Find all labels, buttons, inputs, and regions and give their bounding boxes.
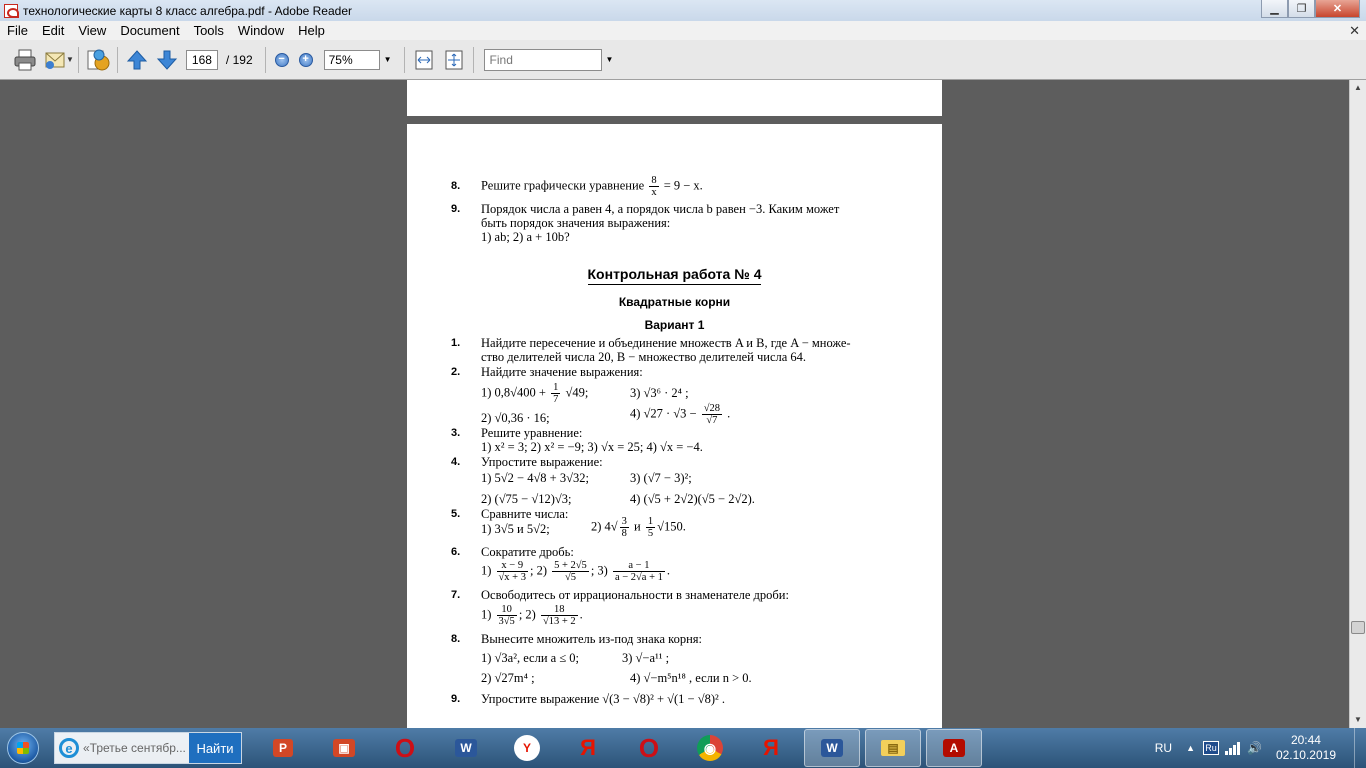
page-title: Контрольная работа № 4 [407,266,942,282]
window-title: технологические карты 8 класс алгебра.pdf - Adobe Reader [23,3,352,18]
taskbar-explorer[interactable] [865,729,921,767]
task-4-item-1: 1) 5√2 − 4√8 + 3√32; [481,471,589,485]
zoom-in-button[interactable] [294,45,318,75]
arrow-down-icon [156,49,178,71]
ie-search-bar[interactable] [54,732,242,764]
menu-help[interactable]: Help [298,23,325,38]
close-document-button[interactable]: ✕ [1349,23,1360,38]
page-subtitle: Квадратные корни [618,295,731,309]
ie-search-button[interactable]: Найти [189,733,241,763]
next-page-button[interactable] [152,45,182,75]
variant-heading: Вариант 1 [644,318,705,332]
opera-icon: O [638,732,660,763]
menu-edit[interactable]: Edit [41,23,65,38]
envelope-icon [43,49,67,71]
menu-tools[interactable]: Tools [193,23,224,38]
internet-explorer-icon: e [59,738,79,758]
fraction: $\frac{8}{x}$ [651,175,657,198]
opera-icon: O [394,732,416,763]
word-icon: W [818,734,846,762]
taskbar-chrome[interactable] [682,729,738,767]
menu-file[interactable]: File [7,23,28,38]
email-dropdown-icon[interactable]: ▼ [66,55,74,64]
toolbar-separator [404,47,405,73]
task-5-item-2: 2) 4√ $\frac{3}{8}$ и $\frac{1}{5}$ √150. [591,516,686,539]
task-8-item-3: 3) √−a¹¹ ; [622,651,670,665]
fit-page-icon [444,49,464,71]
zoom-value: 75% [328,52,353,67]
fit-width-icon [414,49,434,71]
share-review-icon [85,48,111,72]
scroll-down-icon[interactable]: ▼ [1354,715,1362,724]
scroll-thumb[interactable] [1351,621,1365,634]
keyboard-layout-icon[interactable]: Ru [1203,741,1219,755]
clock-time: 20:44 [1290,733,1321,747]
taskbar-apps [250,729,982,767]
yandex-icon: Y [513,734,541,762]
menu-bar [0,21,1366,40]
previous-page-button[interactable] [122,45,152,75]
taskbar-word-2[interactable] [804,729,860,767]
task-2-item-4: 4) √27 · √3 − $\frac{√28}{√7}$ . [630,403,731,426]
adobe-reader-icon [4,4,18,18]
task-2-item-1: 1) 0,8√400 + $\frac{1}{7}$ √49; [481,382,589,405]
taskbar-yandex-2[interactable] [743,729,799,767]
close-button[interactable]: ✕ [1315,0,1360,18]
zoom-dropdown-icon[interactable]: ▼ [383,55,392,64]
taskbar-yandex[interactable] [499,729,555,767]
folder-icon: ▤ [879,734,907,762]
task-8-item-4: 4) √−m⁵n¹⁸ , если n > 0. [630,671,752,685]
task-5-item-1: 1) 3√5 и 5√2; [481,522,550,536]
clock-date: 02.10.2019 [1275,748,1336,762]
document-view[interactable] [0,80,1349,728]
chrome-icon: ◉ [696,734,724,762]
find-dropdown-icon[interactable]: ▼ [605,55,614,64]
taskbar [0,728,1366,768]
task-4-item-4: 4) (√5 + 2√2)(√5 − 2√2). [630,492,755,506]
start-button[interactable] [0,728,46,768]
printer-icon [13,49,37,71]
language-indicator[interactable]: RU [1154,741,1173,755]
window-controls [1261,0,1360,18]
title-bar [0,0,1366,21]
task-4-item-2: 2) (√75 − √12)√3; [481,492,572,506]
previous-page [407,80,942,116]
powerpoint-icon: P [269,734,297,762]
menu-window[interactable]: Window [237,23,285,38]
taskbar-yandex-browser[interactable] [560,729,616,767]
email-button[interactable] [40,45,70,75]
page-number-input[interactable]: 168 [186,50,218,70]
taskbar-presentation[interactable] [316,729,372,767]
zoom-select[interactable] [324,50,380,70]
toolbar [0,40,1366,80]
minimize-button[interactable]: ▁ [1261,0,1288,18]
taskbar-powerpoint[interactable] [255,729,311,767]
ie-search-text[interactable]: «Третье сентябр... [83,741,186,755]
task-8-item-2: 2) √27m⁴ ; [481,671,535,685]
task-6-items: 1) $\frac{x - 9}{√x + 3}$ ; 2) $\frac{5 + 2√5}{√5}$ ; 3) $\frac{a - 1}{a - 2√a + 1}$ . [481,560,671,583]
taskbar-opera[interactable] [377,729,433,767]
print-button[interactable] [10,45,40,75]
collaborate-button[interactable] [83,45,113,75]
taskbar-adobe-reader[interactable] [926,729,982,767]
task-8-item-1: 1) √3a², если a ≤ 0; [481,651,580,665]
plus-icon: + [299,53,313,67]
arrow-up-icon [126,49,148,71]
maximize-button[interactable]: ❐ [1288,0,1315,18]
volume-icon[interactable]: 🔊 [1246,741,1262,755]
page-total: / 192 [225,52,253,67]
presentation-icon: ▣ [330,734,358,762]
taskbar-word[interactable] [438,729,494,767]
menu-document[interactable]: Document [120,23,180,38]
show-hidden-icons[interactable]: ▲ [1186,743,1195,753]
yandex-browser-icon: Я [580,735,596,760]
system-tray [1155,728,1366,768]
scroll-up-icon[interactable]: ▲ [1354,83,1362,92]
adobe-reader-icon: A [940,734,968,762]
toolbar-separator [265,47,266,73]
minus-icon: − [275,53,289,67]
task-2-item-3: 3) √3⁶ · 2⁴ ; [630,386,689,400]
yandex-browser-icon: Я [763,735,779,760]
windows-logo-icon [7,732,39,764]
show-desktop-button[interactable] [1354,728,1366,768]
task-4-item-3: 3) (√7 − 3)²; [630,471,692,485]
clock[interactable] [1276,733,1336,763]
fit-width-button[interactable] [409,45,439,75]
fit-page-button[interactable] [439,45,469,75]
pdf-page: 8. Решите графически уравнение $\frac{8}{x}$ = 9 − x. 9. Порядок числа a равен 4, а порядок числа b равен −3. Каким может быть порядок значения выражения: 1) ab; 2) a + 10b? Контрольная работа № 4 Квадратные корни Вариант 1 1. Найдите пересечение и объединение множеств A и B, где A − множе- ство делителей числа 20, B − множество делителей числа 64. 2. Найдите значение выражения: 1) 0,8√400 + $\frac{1}{7}$ √49; 3) √3⁶ · 2⁴ ; 2) √0,36 · 16; 4) √27 · √3 − $\frac{√28}{√7}$ . 3. Решите уравнение: 1) x² = 3; 2) x² = −9; 3) √x = 25; 4) √x = −4. 4. Упростите выражение: 1) 5√2 − 4√8 + 3√32; 3) (√7 − 3)²; 2) (√75 − √12)√3; 4) (√5 + 2√2)(√5 − 2√2). 5. Сравните числа: 1) 3√5 и 5√2; 2) 4√ $\frac{3}{8}$ и $\frac{1}{5}$ √150. 6. Сократите дробь: 1) $\frac{x - 9}{√x + 3}$ ; 2) $\frac{5 + 2√5}{√5}$ ; 3) $\frac{a - 1}{a - 2√a + 1}$ . 7. Освободитесь от иррациональности в знаменателе дроби: 1) $\frac{10}{3√5}$ ; 2) $\frac{18}{√13 + 2}$ . 8. Вынесите множитель из-под знака корня: 1) √3a², если a ≤ 0; 3) √−a¹¹ ; 2) √27m⁴ ; 4) √−m⁵n¹⁸ , если n > 0. 9. Упростите выражение √(3 − √8)² + √(1 − √8)² . [407,124,942,728]
word-icon: W [452,734,480,762]
task-2-item-2: 2) √0,36 · 16; [481,411,550,425]
find-input[interactable]: Find [484,49,602,71]
network-signal-icon[interactable] [1225,741,1241,755]
vertical-scrollbar[interactable] [1349,80,1366,728]
task-7-items: 1) $\frac{10}{3√5}$ ; 2) $\frac{18}{√13 + 2}$ . [481,604,583,627]
menu-view[interactable]: View [78,23,107,38]
toolbar-separator [117,47,118,73]
taskbar-opera-2[interactable] [621,729,677,767]
zoom-out-button[interactable] [270,45,294,75]
toolbar-separator [78,47,79,73]
toolbar-separator [473,47,474,73]
